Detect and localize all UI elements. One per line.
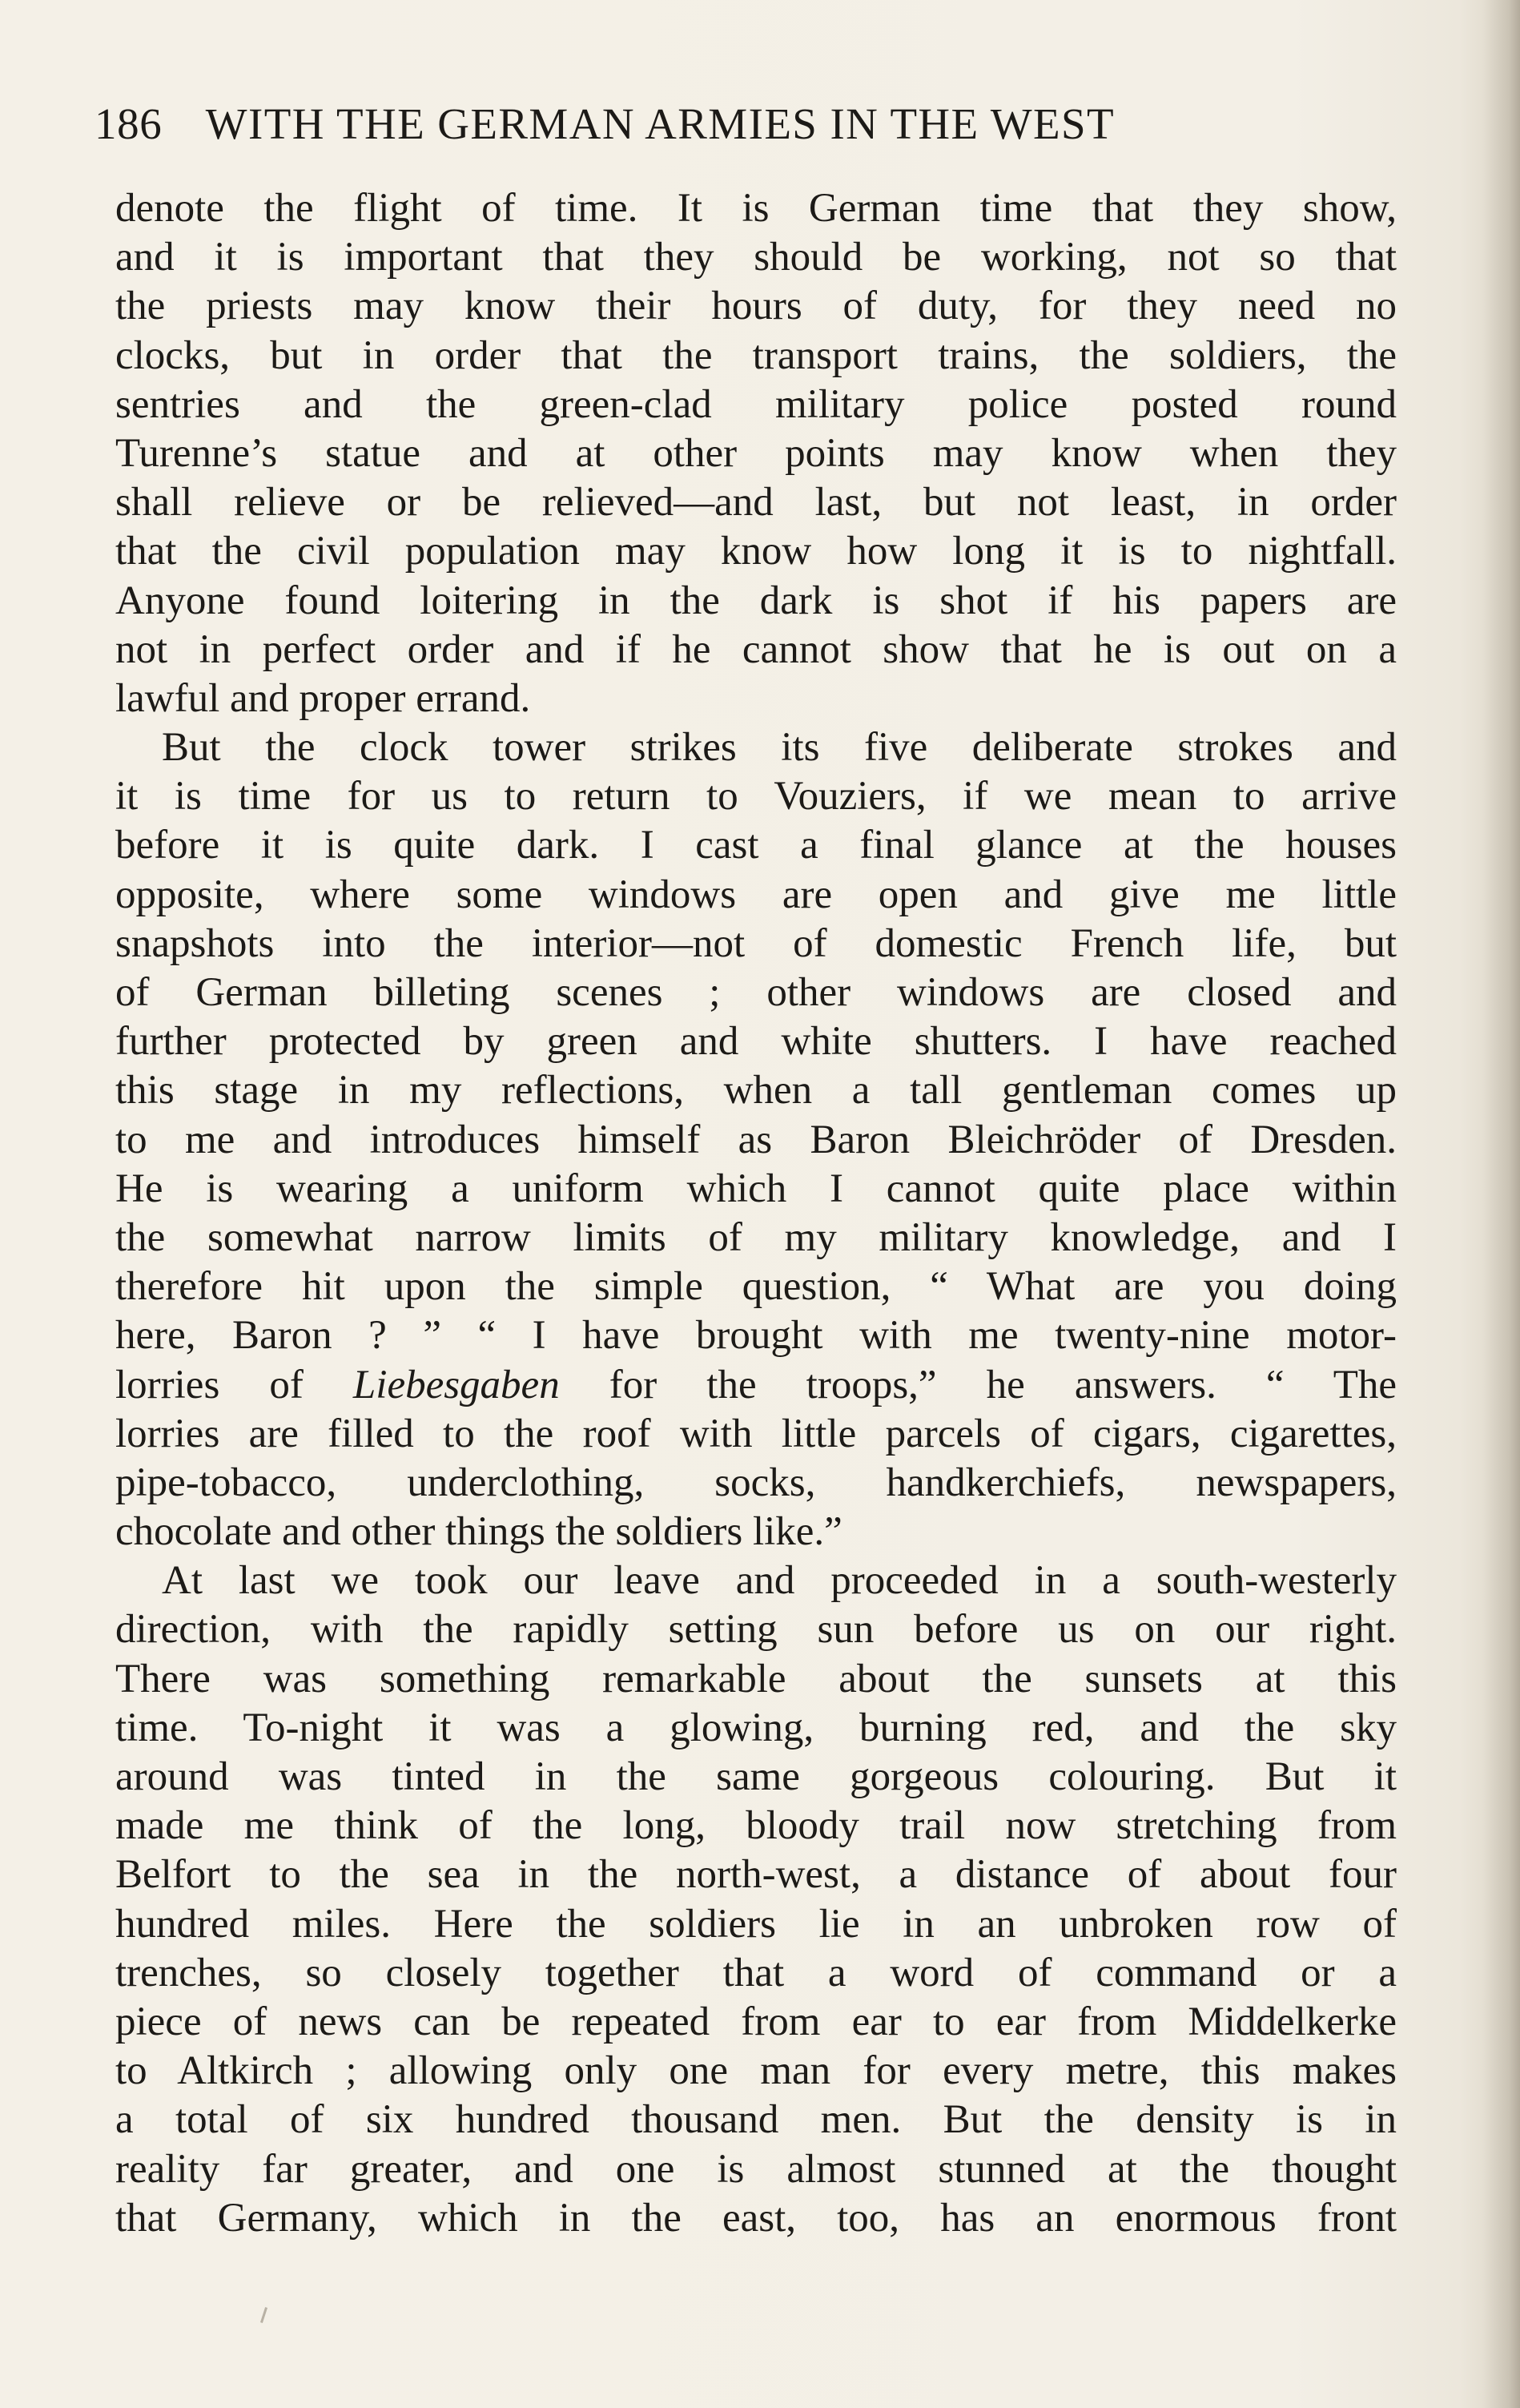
text-segment: But the clock tower strikes its five deliberate strokes and xyxy=(162,725,1397,771)
running-head: WITH THE GERMAN ARMIES IN THE WEST xyxy=(205,99,1115,148)
text-line: not in perfect order and if he cannot show that he is out on a xyxy=(115,626,1397,672)
text-segment: lorries of xyxy=(115,1362,353,1407)
text-line: denote the flight of time. It is German time that they show, xyxy=(115,186,1397,231)
paper-blemish xyxy=(260,2307,267,2323)
text-line: before it is quite dark. I cast a final glance at the houses xyxy=(115,823,1397,868)
text-line: trenches, so closely together that a word of command or a xyxy=(115,1950,1397,1995)
text-line: Turenne’s statue and at other points may know when they xyxy=(115,430,1397,476)
text-line: the somewhat narrow limits of my military knowledge, and I xyxy=(115,1214,1397,1260)
page-gutter-shadow xyxy=(1483,0,1520,2408)
text-line: shall relieve or be relieved—and last, but not least, in order xyxy=(115,480,1397,525)
text-line: here, Baron ? ” “ I have brought with me twenty-nine motor- xyxy=(115,1313,1397,1359)
text-segment: for the troops,” he answers. “ The xyxy=(559,1362,1397,1407)
text-segment: At last we took our leave and proceeded in a south-westerly xyxy=(162,1558,1397,1604)
text-line: lawful and proper errand. xyxy=(115,675,531,721)
page-number: 186 xyxy=(94,99,163,148)
page-header xyxy=(94,95,1408,154)
text-line: that the civil population may know how long it is to nightfall. xyxy=(115,529,1397,574)
text-line: snapshots into the interior—not of domestic French life, but xyxy=(115,920,1397,966)
text-line: a total of six hundred thousand men. But the density is in xyxy=(115,2097,1397,2143)
text-line: of German billeting scenes ; other windows are closed and xyxy=(115,970,1397,1015)
text-line-with-italic xyxy=(115,1361,1397,1410)
text-line: Belfort to the sea in the north-west, a distance of about four xyxy=(115,1852,1397,1898)
text-line: and it is important that they should be working, not so that xyxy=(115,235,1397,280)
text-line: opposite, where some windows are open and give me little xyxy=(115,872,1397,917)
text-line: There was something remarkable about the sunsets at this xyxy=(115,1656,1397,1701)
text-line: the priests may know their hours of duty, for they need no xyxy=(115,284,1397,329)
text-line-paragraph-start xyxy=(115,1556,1397,1605)
text-line: time. To-night it was a glowing, burning red, and the sky xyxy=(115,1705,1397,1750)
text-line: sentries and the green-clad military police posted round xyxy=(115,381,1397,427)
text-line: to me and introduces himself as Baron Bleichröder of Dresden. xyxy=(115,1117,1397,1162)
text-line: made me think of the long, bloody trail now stretching from xyxy=(115,1803,1397,1849)
text-line: around was tinted in the same gorgeous colouring. But it xyxy=(115,1754,1397,1799)
text-line: that Germany, which in the east, too, has an enormous front xyxy=(115,2195,1397,2241)
text-line: piece of news can be repeated from ear to ear from Middelkerke xyxy=(115,1999,1397,2044)
text-line: clocks, but in order that the transport trains, the soldiers, the xyxy=(115,332,1397,378)
text-line: reality far greater, and one is almost stunned at the thought xyxy=(115,2146,1397,2192)
text-line: hundred miles. Here the soldiers lie in an unbroken row of xyxy=(115,1901,1397,1947)
body-text xyxy=(115,184,1397,2243)
text-line: chocolate and other things the soldiers like.” xyxy=(115,1509,842,1555)
text-line: He is wearing a uniform which I cannot quite place within xyxy=(115,1166,1397,1211)
text-line: this stage in my reflections, when a tall gentleman comes up xyxy=(115,1068,1397,1113)
text-line: direction, with the rapidly setting sun before us on our right. xyxy=(115,1607,1397,1653)
text-line: pipe-tobacco, underclothing, socks, handkerchiefs, newspapers, xyxy=(115,1460,1397,1505)
text-line: to Altkirch ; allowing only one man for every metre, this makes xyxy=(115,2048,1397,2094)
text-line: therefore hit upon the simple question, “ What are you doing xyxy=(115,1264,1397,1310)
text-line: Anyone found loitering in the dark is shot if his papers are xyxy=(115,578,1397,623)
text-line: lorries are filled to the roof with little parcels of cigars, cigarettes, xyxy=(115,1411,1397,1456)
text-line: it is time for us to return to Vouziers, if we mean to arrive xyxy=(115,774,1397,819)
text-line: further protected by green and white shutters. I have reached xyxy=(115,1019,1397,1065)
italic-term: Liebesgaben xyxy=(352,1362,560,1407)
text-line-paragraph-start xyxy=(115,723,1397,772)
